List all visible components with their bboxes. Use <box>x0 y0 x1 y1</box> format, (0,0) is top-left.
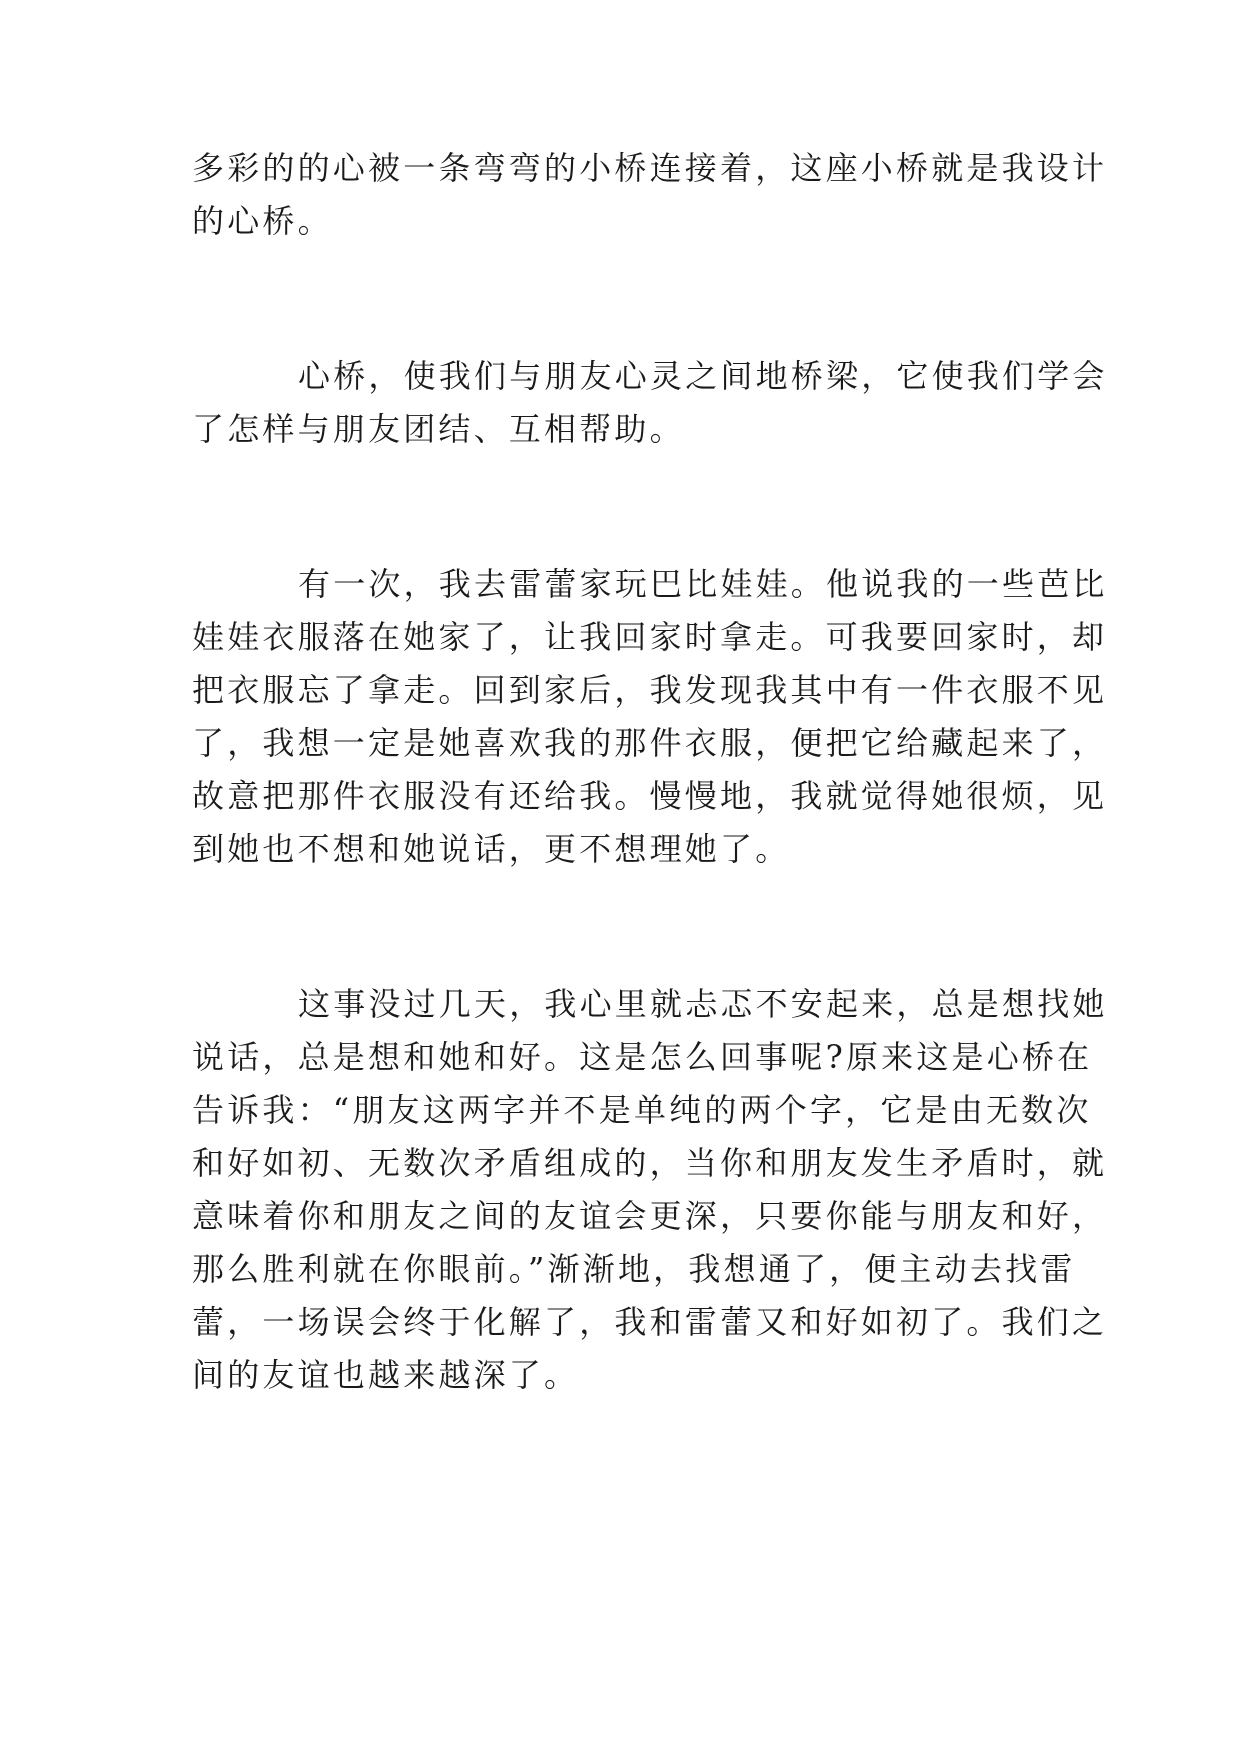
paragraph-line: 有一次，我去雷蕾家玩巴比娃娃。他说我的一些芭比 <box>298 565 1108 603</box>
paragraph-line: 间的友谊也越来越深了。 <box>192 1356 580 1394</box>
paragraph-line: 那么胜利就在你眼前。”渐渐地，我想通了，便主动去找雷 <box>192 1250 1076 1288</box>
paragraph-line: 了怎样与朋友团结、互相帮助。 <box>192 410 685 448</box>
paragraph-line: 故意把那件衣服没有还给我。慢慢地，我就觉得她很烦，见 <box>192 777 1108 815</box>
paragraph-line: 和好如初、无数次矛盾组成的，当你和朋友发生矛盾时，就 <box>192 1144 1108 1182</box>
paragraph-line: 多彩的的心被一条弯弯的小桥连接着，这座小桥就是我设计 <box>192 149 1108 187</box>
paragraph-line: 说话，总是想和她和好。这是怎么回事呢?原来这是心桥在 <box>192 1038 1093 1076</box>
paragraph-line: 心桥，使我们与朋友心灵之间地桥梁，它使我们学会 <box>298 357 1108 395</box>
paragraph-line: 的心桥。 <box>192 202 333 240</box>
paragraph-line: 告诉我：“朋友这两字并不是单纯的两个字，它是由无数次 <box>192 1091 1092 1129</box>
paragraph-line: 蕾，一场误会终于化解了，我和雷蕾又和好如初了。我们之 <box>192 1303 1108 1341</box>
paragraph-line: 把衣服忘了拿走。回到家后，我发现我其中有一件衣服不见 <box>192 671 1108 709</box>
paragraph-line: 了，我想一定是她喜欢我的那件衣服，便把它给藏起来了， <box>192 724 1108 762</box>
paragraph-line: 意味着你和朋友之间的友谊会更深，只要你能与朋友和好， <box>192 1197 1108 1235</box>
paragraph-line: 到她也不想和她说话，更不想理她了。 <box>192 830 791 868</box>
paragraph-line: 娃娃衣服落在她家了，让我回家时拿走。可我要回家时，却 <box>192 618 1108 656</box>
paragraph-line: 这事没过几天，我心里就忐忑不安起来，总是想找她 <box>298 985 1108 1023</box>
